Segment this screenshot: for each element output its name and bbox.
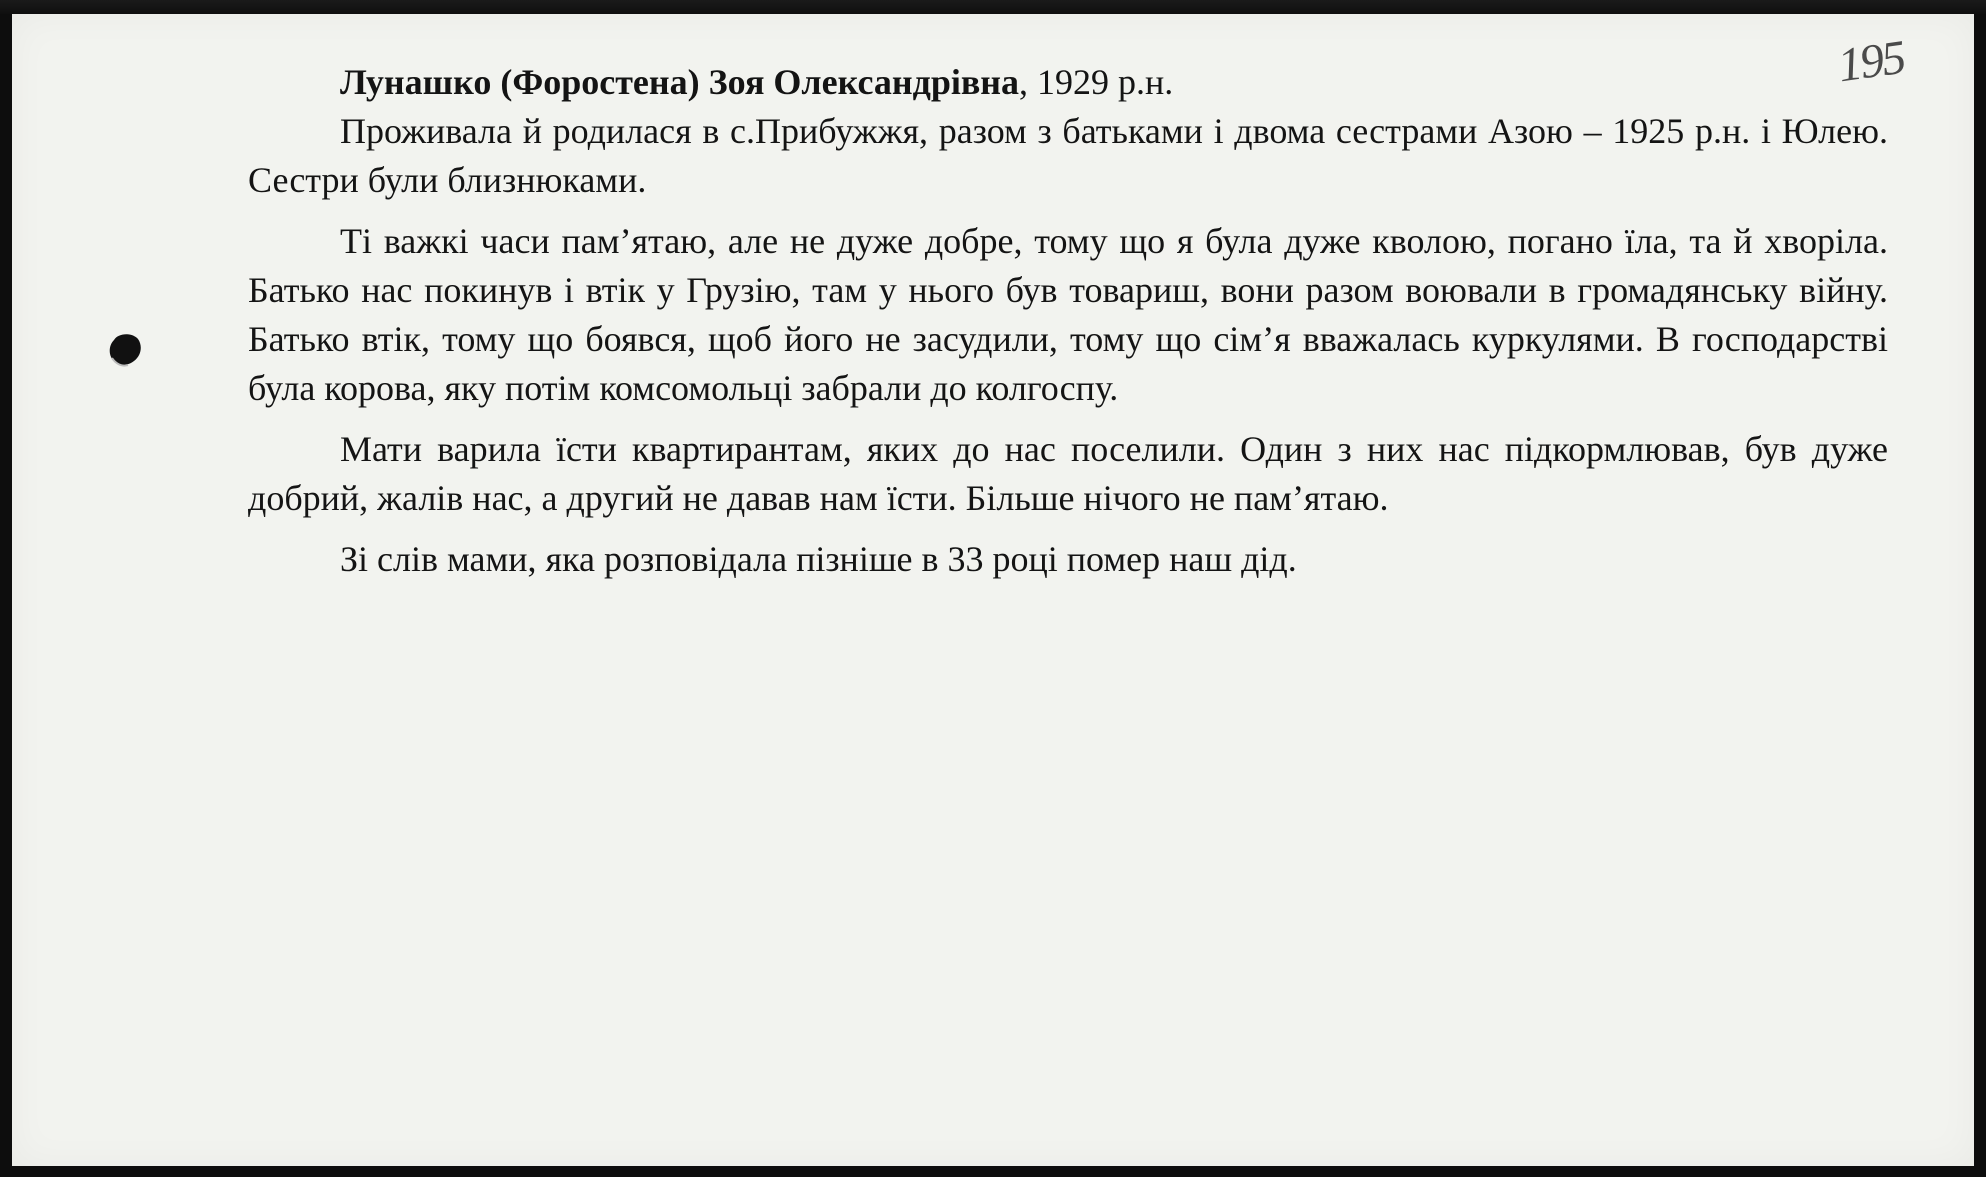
scan-border — [0, 0, 1986, 14]
paragraph: Ті важкі часи пам’ятаю, але не дуже добре, тому що я була дуже кволою, погано їла, та й хворіла. Батько нас покинув і втік у Грузію, там у нього був товариш, вони разом воювали в громадянську війну. Батько втік, тому що боявся, щоб його не засудили, тому що сім’я вважалась куркулями. В господарстві була корова, яку потім комсомольці забрали до колгоспу. — [248, 221, 1888, 408]
document-card — [12, 14, 1974, 1166]
punch-hole-icon — [108, 332, 142, 368]
person-name: Лунашко (Форостена) Зоя Олександрівна — [340, 62, 1020, 102]
testimony-text — [248, 58, 1888, 584]
paragraph: Проживала й родилася в с.Прибужжя, разом з батьками і двома сестрами Азою – 1925 р.н. і Юлею. Сестри були близнюками. — [248, 111, 1888, 200]
handwritten-page-number: 195 — [1834, 30, 1908, 93]
paragraph: Мати варила їсти квартирантам, яких до нас поселили. Один з них нас підкормлював, був дуже добрий, жалів нас, а другий не давав нам їсти. Більше нічого не пам’ятаю. — [248, 429, 1888, 518]
heading-line — [248, 58, 1888, 107]
birth-year: , 1929 р.н. — [1019, 62, 1174, 102]
paragraph: Зі слів мами, яка розповідала пізніше в 33 році помер наш дід. — [340, 539, 1297, 579]
